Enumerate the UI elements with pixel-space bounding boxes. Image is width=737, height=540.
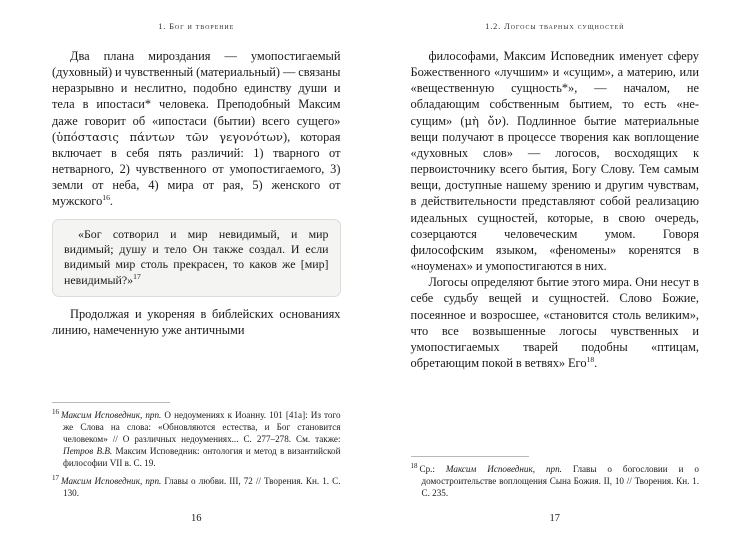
right-spacer (411, 371, 700, 451)
cited-author: Максим Исповедник, прп. (61, 475, 162, 486)
cited-author: Максим Исповедник, прп. (445, 463, 562, 474)
cited-author: Максим Исповедник, прп. (61, 409, 162, 420)
cited-author: Петров В.В. (63, 445, 113, 456)
left-body-column (52, 48, 341, 339)
right-page (369, 0, 737, 540)
left-footnote-17: $^{17}$ Максим Исповедник, прп. Главы о любви. III, 72 // Творения. Кн. 1. С. 130. (52, 473, 341, 498)
left-running-head: 1. Бог и творение (158, 22, 235, 31)
footnote-marker: 18 (586, 354, 595, 364)
right-footnote-rule (411, 456, 529, 457)
footnote-number: 17 (52, 473, 59, 482)
right-folio: 17 (549, 513, 560, 524)
left-footnote-16: $^{16}$ Максим Исповедник, прп. О недоумениях к Иоанну. 101 [41а]: Из того же Слова на слова: «Обновляются естества, и Бог становится человеком» // О различных недоумениях... С. 277–278. См. также: Петров В.В. Максим Исповедник: онтология и метод в византийской философии VII в. С. 19. (52, 407, 341, 468)
footnote-marker: 16 (102, 193, 110, 203)
right-paragraph-1: философами, Максим Исповедник именует сферу Божественного «лучшим» и «сущим», а материю, или «вещественную сущность*», — началом, не обладающим собственным бытием, то есть «не-сущим» (μὴ ὄν). Подлинное бытие материальные вещи получают в процессе творения как воплощение «духовных слов» — логосов, восходящих к первоисточнику всего бытия, Богу Слову. Тем самым вещи, доступные нашему зрению и другим чувствам, в действительности представляют собой реализацию идеальных сущностей, которые, в свою очередь, созерцаются человеческим умом. Говоря философским языком, «феномены» коренятся в «ноуменах» и умопостигаются в них. (410, 49, 700, 274)
left-folio: 16 (191, 513, 202, 524)
quotation-box (52, 219, 341, 298)
right-running-head: 1.2. Логосы тварных сущностей (485, 22, 625, 31)
right-paragraph-2: Логосы определяют бытие этого мира. Они несут в себе судьбу вещей и сущностей. Слово Божие, посеянное и возросшее, «становится столь великим», что все возвышенные логосы чувственных и умопостигаемых тварей подобны «птицам, обретающим покой в ветвях» Его$^{18}$. (410, 275, 699, 370)
quotation-footnote-marker: 17 (133, 271, 141, 281)
footnote-number: 16 (52, 407, 59, 416)
greek-phrase: ὑπόστασις πάντων τῶν γεγονότων (56, 129, 283, 144)
right-body-column (411, 48, 700, 371)
left-footnotes (52, 397, 341, 499)
left-paragraph-1: Два плана мироздания — умопостигаемый (духовный) и чувственный (материальный) — связаны неразрывно и неслитно, подобно единству души и тела в ипостаси* человека. Преподобный Максим даже говорит об «ипостаси (бытии) всего сущего» (ὑπόστασις πάντων τῶν γεγονότων), которая включает в себя пять различий: 1) тварного от нетварного, 2) чувственного от умопостигаемого, 3) земли от неба, 4) мира от рая, 5) женского от мужского$^{16}$. (52, 49, 341, 209)
left-spacer (52, 339, 341, 397)
right-footnotes (411, 451, 700, 499)
left-footnote-rule (52, 402, 170, 403)
footnote-number: 18 (410, 461, 418, 470)
quotation-text (64, 227, 329, 289)
left-paragraph-2: Продолжая и укореняя в библейских основаниях линию, намеченную уже античными (52, 307, 341, 338)
quotation-body: «Бог сотворил и мир невидимый, и мир видимый; душу и тело Он также создал. И если видимый мир столь прекрасен, то каков же [мир] невидимый?» (64, 226, 329, 287)
greek-phrase: μὴ ὄν (464, 113, 502, 128)
right-footnote-18: $^{18}$ Ср.: Максим Исповедник, прп. Главы о богословии и о домостроительстве воплощения Сына Божия. II, 10 // Творения. Кн. 1. С. 235. (410, 461, 699, 498)
